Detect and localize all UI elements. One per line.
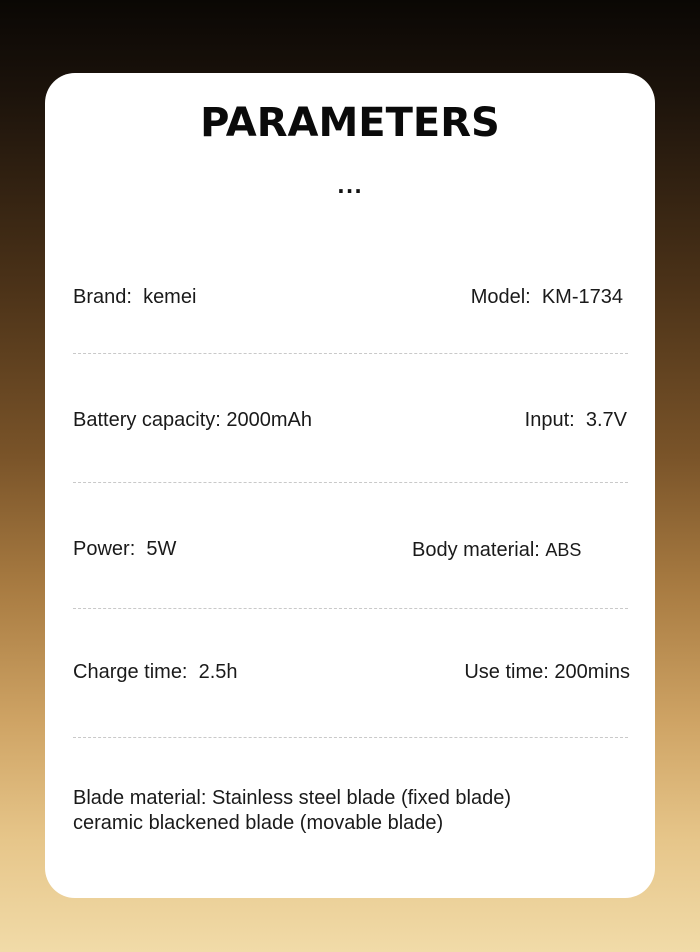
blade-material-line-1: Blade material: Stainless steel blade (fixed blade)	[73, 787, 512, 809]
model-param	[471, 286, 623, 309]
input-value: 3.7V	[585, 409, 627, 431]
use-time-label: Use time:	[464, 661, 549, 683]
row-divider	[73, 608, 628, 609]
title-ellipsis: ...	[337, 174, 363, 198]
brand-param	[73, 286, 196, 309]
use-time-param	[464, 661, 630, 684]
charge-time-value: 2.5h	[198, 661, 238, 683]
power-param	[73, 538, 176, 561]
input-label: Input:	[524, 409, 575, 431]
row-divider	[73, 737, 628, 738]
power-value: 5W	[146, 538, 177, 560]
row-divider	[73, 482, 628, 483]
power-label: Power:	[73, 538, 136, 560]
blade-material-param	[73, 786, 511, 836]
brand-label: Brand:	[73, 286, 132, 308]
page-title: PARAMETERS	[200, 100, 500, 146]
body-material-label: Body material:	[412, 539, 540, 561]
battery-value: 2000mAh	[226, 409, 313, 431]
input-param	[525, 409, 627, 432]
use-time-value: 200mins	[554, 661, 630, 683]
charge-time-param	[73, 661, 238, 684]
blade-material-line-2: ceramic blackened blade (movable blade)	[73, 812, 444, 834]
row-divider	[73, 353, 628, 354]
model-value: KM-1734	[541, 286, 623, 308]
body-material-value: ABS	[545, 540, 582, 560]
battery-label: Battery capacity:	[73, 409, 221, 431]
model-label: Model:	[470, 286, 531, 308]
battery-param	[73, 409, 312, 432]
charge-time-label: Charge time:	[73, 661, 188, 683]
body-material-param	[412, 539, 581, 562]
brand-value: kemei	[143, 286, 197, 308]
